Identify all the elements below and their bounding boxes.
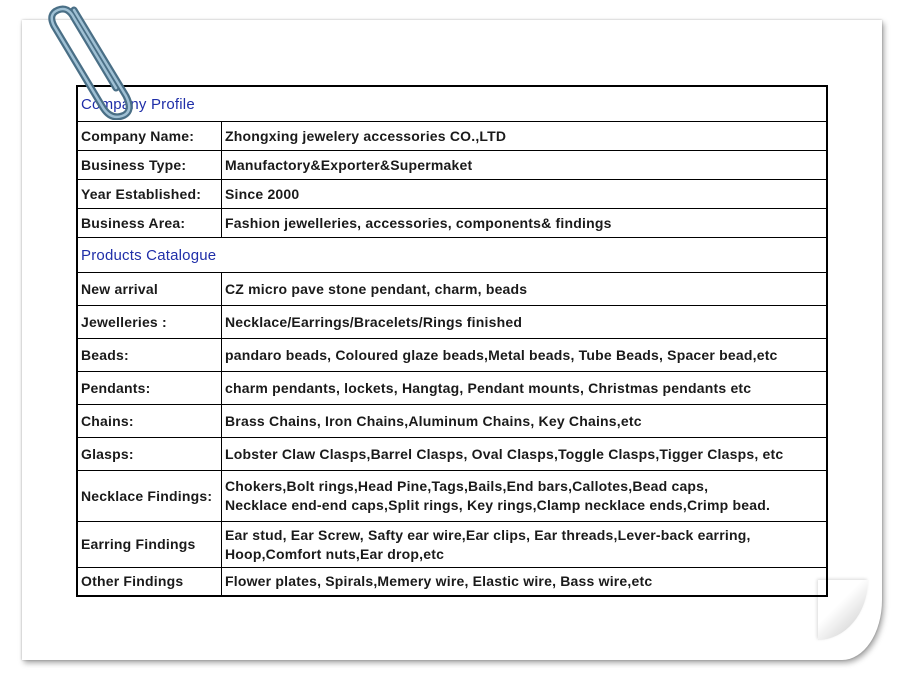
row-value: Flower plates, Spirals,Memery wire, Elastic wire, Bass wire,etc xyxy=(222,568,828,597)
row-label: Earring Findings xyxy=(77,522,222,568)
products-catalogue-heading: Products Catalogue xyxy=(77,238,827,273)
table-row xyxy=(77,122,827,151)
table-row xyxy=(77,471,827,522)
row-value: Fashion jewelleries, accessories, components& findings xyxy=(222,209,828,238)
row-value-line: Chokers,Bolt rings,Head Pine,Tags,Bails,End bars,Callotes,Bead caps, xyxy=(225,478,709,494)
table-row xyxy=(77,306,827,339)
row-label: Jewelleries : xyxy=(77,306,222,339)
table-row xyxy=(77,372,827,405)
row-label: Business Area: xyxy=(77,209,222,238)
row-value xyxy=(222,522,828,568)
table-row xyxy=(77,339,827,372)
row-value: Zhongxing jewelery accessories CO.,LTD xyxy=(222,122,828,151)
table-row xyxy=(77,438,827,471)
table-row xyxy=(77,405,827,438)
row-value: pandaro beads, Coloured glaze beads,Metal beads, Tube Beads, Spacer bead,etc xyxy=(222,339,828,372)
table-row xyxy=(77,180,827,209)
table-row xyxy=(77,522,827,568)
table-row xyxy=(77,209,827,238)
row-label: Other Findings xyxy=(77,568,222,597)
section-header-products-catalogue xyxy=(77,238,827,273)
row-value-line: Hoop,Comfort nuts,Ear drop,etc xyxy=(225,545,445,562)
row-value: Manufactory&Exporter&Supermaket xyxy=(222,151,828,180)
company-profile-heading: Company Profile xyxy=(77,86,827,122)
row-value-line: Necklace end-end caps,Split rings, Key rings,Clamp necklace ends,Crimp bead. xyxy=(225,497,771,513)
row-value-line: Ear stud, Ear Screw, Safty ear wire,Ear clips, Ear threads,Lever-back earring, xyxy=(225,526,751,543)
row-label: Company Name: xyxy=(77,122,222,151)
row-label: Chains: xyxy=(77,405,222,438)
table-row xyxy=(77,151,827,180)
row-value: Necklace/Earrings/Bracelets/Rings finished xyxy=(222,306,828,339)
row-label: Pendants: xyxy=(77,372,222,405)
row-value: Since 2000 xyxy=(222,180,828,209)
row-value: CZ micro pave stone pendant, charm, beads xyxy=(222,273,828,306)
section-header-company-profile xyxy=(77,86,827,122)
row-value: charm pendants, lockets, Hangtag, Pendant mounts, Christmas pendants etc xyxy=(222,372,828,405)
row-value: Lobster Claw Clasps,Barrel Clasps, Oval Clasps,Toggle Clasps,Tigger Clasps, etc xyxy=(222,438,828,471)
row-value xyxy=(222,471,828,522)
row-label: New arrival xyxy=(77,273,222,306)
paperclip-icon xyxy=(30,0,140,120)
row-value: Brass Chains, Iron Chains,Aluminum Chains, Key Chains,etc xyxy=(222,405,828,438)
row-label: Beads: xyxy=(77,339,222,372)
company-profile-table xyxy=(76,85,828,597)
row-label: Year Established: xyxy=(77,180,222,209)
row-label: Necklace Findings: xyxy=(77,471,222,522)
table-row xyxy=(77,273,827,306)
row-label: Glasps: xyxy=(77,438,222,471)
row-label: Business Type: xyxy=(77,151,222,180)
table-row xyxy=(77,568,827,597)
